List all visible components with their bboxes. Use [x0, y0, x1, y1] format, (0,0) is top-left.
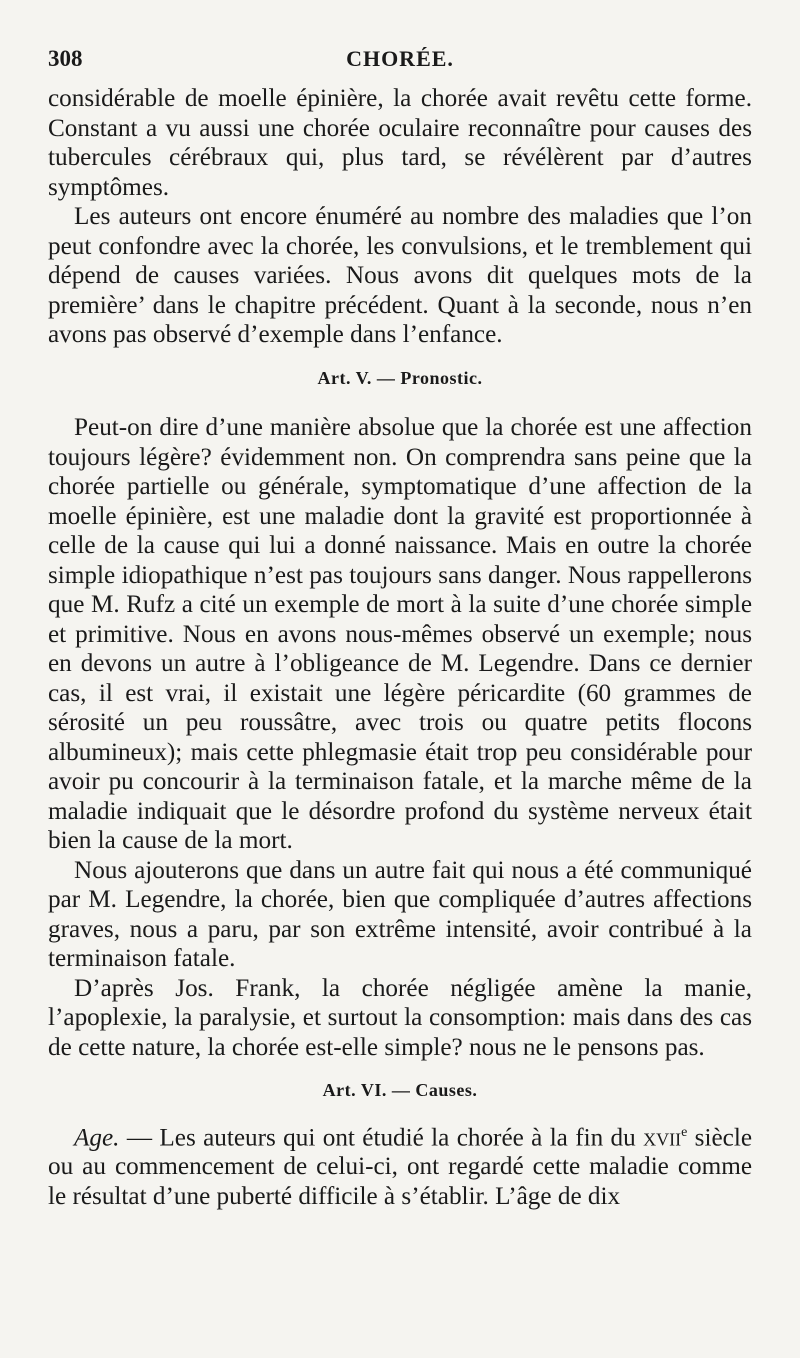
section-heading-causes: Art. VI. — Causes.: [322, 1080, 478, 1100]
paragraph-text: siècle ou au commencement de celui-ci, ont regardé cette maladie comme le résultat d’une puberté difficile à s’établir. L’âge de dix: [48, 1123, 753, 1210]
paragraph: Les auteurs ont encore énuméré au nombre des maladies que l’on peut confondre avec la chorée, les convulsions, et le tremblement qui dépend de causes variées. Nous avons dit quelques mots de la première’ dans le chapitre précédent. Quant à la seconde, nous n’en avons pas observé d’exemple dans l’enfance.: [48, 203, 752, 348]
paragraph: Peut-on dire d’une manière absolue que la chorée est une affection toujours légère? évidemment non. On comprendra sans peine que la chorée partielle ou générale, symptomatique d’une affection de la moelle épinière, est une maladie dont la gravité est proportionnée à celle de la cause qui lui a donné naissance. Mais en outre la chorée simple idiopathique n’est pas toujours sans danger. Nous rappellerons que M. Rufz a cité un exemple de mort à la suite d’une chorée simple et primitive. Nous en avons nous-mêmes observé un exemple; nous en devons un autre à l’obligeance de M. Legendre. Dans ce dernier cas, il est vrai, il existait une légère péricardite (60 grammes de sérosité un peu roussâtre, avec trois ou quatre petits flocons albumineux); mais cette phlegmasie était trop peu considérable pour avoir pu concourir à la terminaison fatale, et la marche même de la maladie indiquait que le désordre profond du système nerveux était bien la cause de la mort.: [48, 414, 752, 854]
paragraph-lead-word: Age.: [74, 1123, 120, 1151]
paragraph: Nous ajouterons que dans un autre fait qui nous a été communiqué par M. Legendre, la chorée, bien que compliquée d’autres affections graves, nous a paru, par son extrême intensité, avoir contribué à la terminaison fatale.: [48, 856, 752, 972]
page-header: [48, 46, 752, 82]
section-heading-pronostic: Art. V. — Pronostic.: [317, 367, 483, 388]
body-text: [48, 84, 752, 1211]
running-title: CHORÉE.: [346, 46, 454, 71]
century-numeral: xvii: [643, 1123, 682, 1151]
century-superscript: e: [681, 1124, 688, 1140]
paragraph-continued: considérable de moelle épinière, la chorée avait revêtu cette forme. Constant a vu aussi une chorée oculaire reconnaître pour causes des tubercules cérébraux qui, plus tard, se révélèrent par d’autres symptômes.: [48, 85, 752, 201]
paragraph: D’après Jos. Frank, la chorée négligée amène la manie, l’apoplexie, la paralysie, et surtout la consomption: mais dans des cas de cette nature, la chorée est-elle simple? nous ne le pensons pas.: [48, 974, 752, 1061]
lead-dash: —: [119, 1123, 160, 1151]
paragraph-age: [48, 1118, 752, 1212]
page-number: 308: [48, 46, 83, 71]
paragraph-text: Les auteurs qui ont étudié la chorée à la fin du: [159, 1123, 644, 1151]
